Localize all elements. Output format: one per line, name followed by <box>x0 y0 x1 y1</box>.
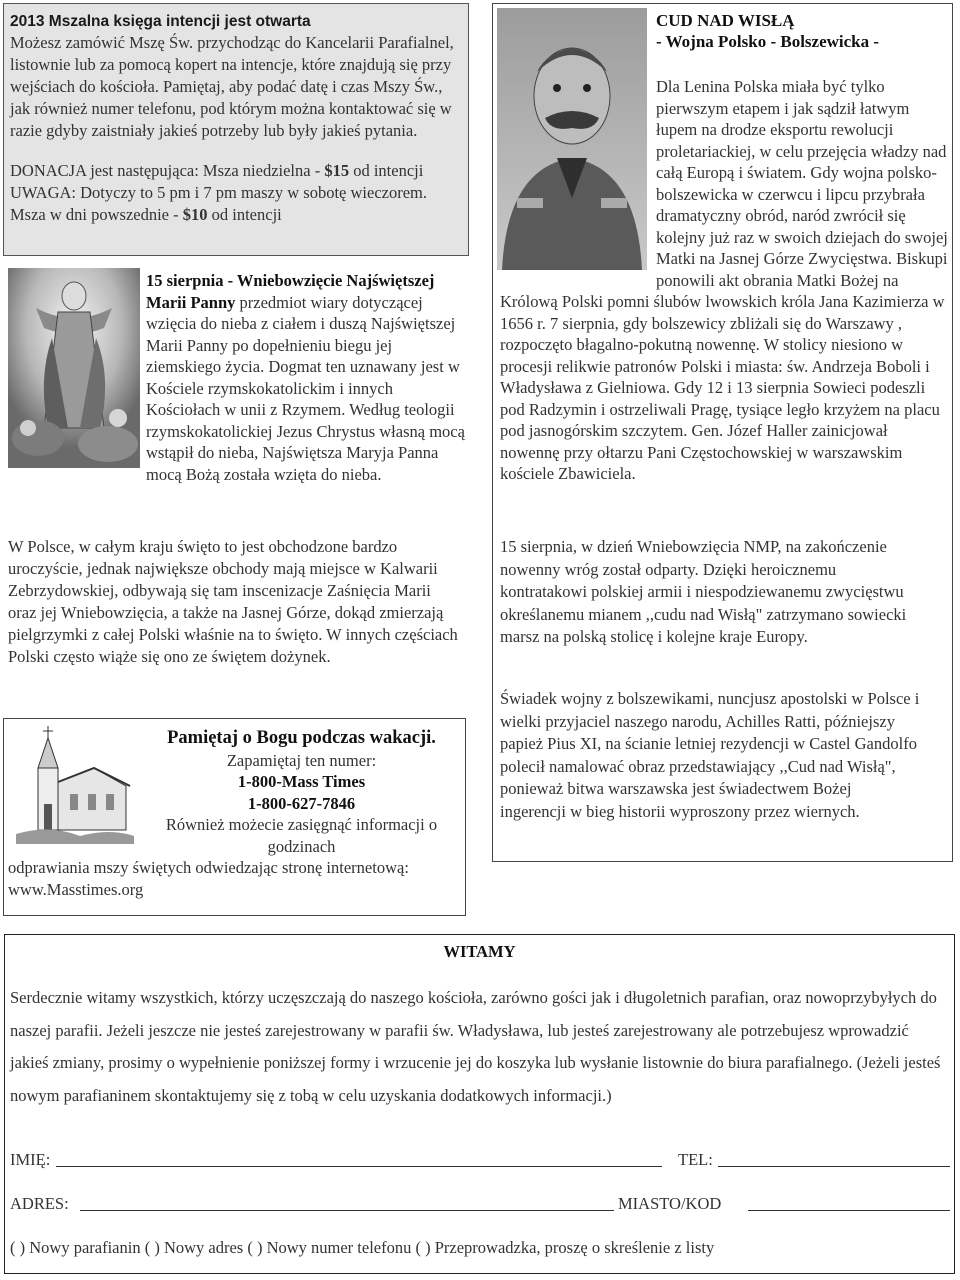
miracle-paragraph-1: Dla Lenina Polska miała być tylko pierwszym etapem i jak sądził łatwym łupem na drodze eksportu rewolucji proletariackiej, w celu przejęcia władzy nad całą Europą i światem. Gdy wojna polsko-bolszewicka w czerwcu i lipcu przybrała dramatyczny obród, naród zwrócił się kolejny już raz w swoich dziejach do swojej Matki na Jasnej Górze Zwycięstwa. Biskupi ponowili akt obrania Matki Bożej na Królową Polski pomni ślubów lwowskich króla Jana Kazimierza w 1656 r. 7 sierpnia, gdy bolszewicy zbliżali się do Warszawy , rozpoczęto błagalno-pokutną nowennę. W stolicy niesiono w procesji relikwie patronów Polski i miasta: św. Andrzeja Boboli i Władysława z Gielniowa. Gdy 12 i 13 sierpnia Sowieci podeszli pod Radzymin i ostrzeliwali Pragę, tysiące legło krzyżem na placu pod jasnogórskim szczytem. Gen. Józef Haller zainicjował nowennę przy ołtarzu Pani Częstochowskiej w warszawskim kościele Zbawiciela. <box>500 77 948 483</box>
assumption-heading: 15 sierpnia - Wniebowzięcie Najświętszej Marii Panny <box>146 271 435 312</box>
mass-intentions-text: Możesz zamówić Mszę Św. przychodząc do Kancelarii Parafialnel, listownie lub za pomocą kopert na intencje, które znajdują się przy wejściach do kościoła. Pamiętaj, aby podać datę i czas Mszy Św., jak również numer telefonu, pod którym można kontaktować się w razie gdyby zaistniały jakieś potrzeby lub były jakieś pytania. <box>10 33 454 140</box>
city-label: MIASTO/KOD <box>618 1194 722 1213</box>
name-field[interactable] <box>56 1166 662 1167</box>
tel-label: TEL: <box>678 1150 713 1169</box>
registration-options[interactable]: ( ) Nowy parafianin ( ) Nowy adres ( ) Nowy numer telefonu ( ) Przeprowadzka, proszę o skreślenie z listy <box>10 1238 715 1257</box>
assumption-article <box>8 270 466 485</box>
tel-field[interactable] <box>718 1166 950 1167</box>
vacation-line1: Zapamiętaj ten numer: <box>226 750 377 770</box>
miracle-title-main: CUD NAD WISŁĄ <box>656 11 795 30</box>
welcome-text: Serdecznie witamy wszystkich, którzy uczęszczają do naszego kościoła, zarówno gości jak i długoletnich parafian, oraz nowoprzybyłych do naszej parafii. Jeżeli jeszcze nie jesteś zarejestrowany w parafii św. Władysława, lub jesteś zarejestrowany ale potrzebujesz wprowadzić jakieś zmiany, prosimy o wypełnienie poniższej formy i wrzucenie jej do koszyka lub wysłanie listownie do biura parafialnego. (Jeżeli jesteś nowym parafianinem skontaktujemy się z tobą w celu uzyskania dodatkowych informacji.) <box>10 988 941 1105</box>
mass-times-phone-word: 1-800-Mass Times <box>237 772 366 791</box>
assumption-body: przedmiot wiary dotyczącej wzięcia do nieba z ciałem i duszą Najświętszej Marii Panny po dopełnieniu biegu jej ziemskiego życia. Dogmat ten uznawany jest w Kościele rzymskokatolickim i innych Kościołach w unii z Rzymem. Według teologii rzymskokatolickiej Jezus Chrystus własną mocą wstąpił do nieba, Najświętsza Maryja Panna mocą Bożą została wzięta do nieba. <box>146 292 465 484</box>
vacation-line5: odprawiania mszy świętych odwiedzając stronę internetową: www.Masstimes.org <box>8 858 409 899</box>
mass-times-phone-number: 1-800-627-7846 <box>247 793 356 813</box>
welcome-title: WITAMY <box>443 942 516 961</box>
address-field[interactable] <box>80 1210 614 1211</box>
vacation-heading: Pamiętaj o Bogu podczas wakacji. <box>167 728 436 748</box>
donation-text: DONACJA jest następująca: Msza niedzielna - $15 od intencji UWAGA: Dotyczy to 5 pm i 7 pm maszy w sobotę wieczorem. Msza w dni powszednie - $10 od intencji <box>10 161 427 224</box>
mass-intentions-box <box>3 3 469 256</box>
mass-intentions-title: 2013 Mszalna księga intencji jest otwarta <box>10 13 311 30</box>
poland-celebration-text: W Polsce, w całym kraju święto to jest obchodzone bardzo uroczyście, jednak największe obchody mają miejsce w Kalwarii Zebrzydowskiej, odbywają się tam inscenizacje Zaśnięcia Marii oraz jej Wniebowzięcia, a także na Jasnej Górze, dokąd zmierzają pielgrzymki z całej Polski właśnie na to święto. W innych częściach Polski często wiąże się ono ze świętem dożynek. <box>8 537 458 666</box>
miracle-title-sub: - Wojna Polsko - Bolszewicka - <box>656 32 880 51</box>
address-label: ADRES: <box>10 1194 69 1213</box>
miracle-title <box>656 10 946 52</box>
miracle-paragraph-2: 15 sierpnia, w dzień Wniebowzięcia NMP, na zakończenie nowenny wróg został odparty. Dzięki heroicznemu kontratakowi polskiej armii i niespodziewanemu zwycięstwu określanemu mianem ,,cudu nad Wisłą" zatrzymano sowiecki marsz na polską stolicę i kolejne kraje Europy. <box>500 537 907 646</box>
name-label: IMIĘ: <box>10 1150 51 1169</box>
vacation-line4: Również możecie zasięgnąć informacji o godzinach <box>165 815 438 856</box>
miracle-paragraph-3: Świadek wojny z bolszewikami, nuncjusz apostolski w Polsce i wielki przyjaciel naszego narodu, Achilles Ratti, późniejszy papież Pius XI, na ścianie letniej rezydencji w Castel Gandolfo polecił namalować obraz przedstawiający ,,Cud nad Wisłą", ponieważ bitwa warszawska jest świadectwem Bożej ingerencji w bieg historii wyproszony przez wiernych. <box>500 689 920 821</box>
city-field[interactable] <box>748 1210 950 1211</box>
vacation-text <box>8 728 460 900</box>
miracle-text <box>500 76 948 485</box>
